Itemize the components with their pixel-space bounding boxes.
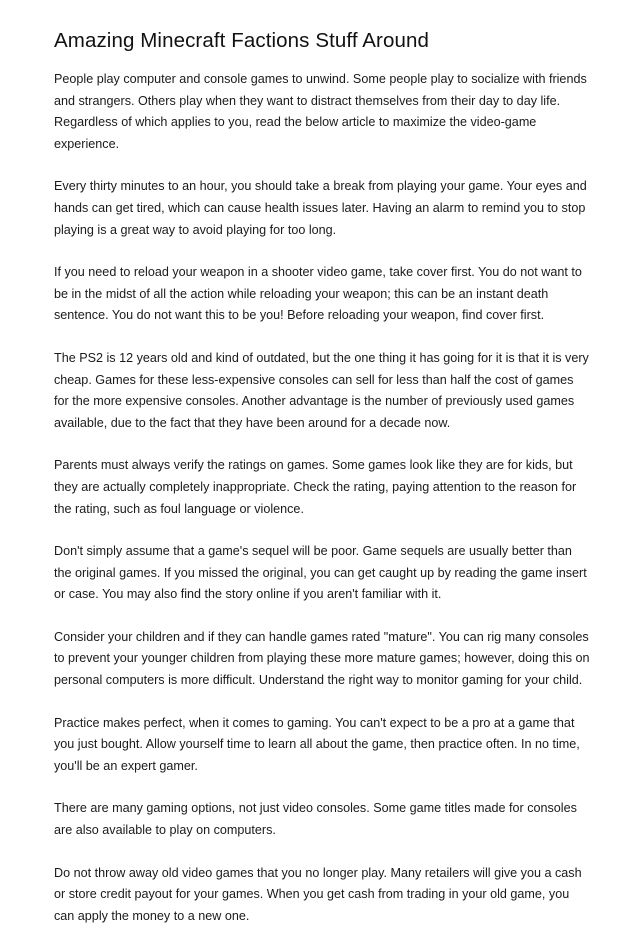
paragraph: Every thirty minutes to an hour, you should take a break from playing your game. Your eyes and hands can get tired, which can cause health issues later. Having an alarm to remind you to stop playing is a great way to avoid playing for too long. [54, 179, 587, 237]
page-title: Amazing Minecraft Factions Stuff Around [54, 29, 429, 52]
paragraph: There are many gaming options, not just video consoles. Some game titles made for consoles are also available to play on computers. [54, 801, 577, 838]
paragraph: Don't simply assume that a game's sequel will be poor. Game sequels are usually better than the original games. If you missed the original, you can get caught up by reading the game insert or case. You may also find the story online if you aren't familiar with it. [54, 544, 587, 602]
paragraph: Practice makes perfect, when it comes to gaming. You can't expect to be a pro at a game that you just bought. Allow yourself time to learn all about the game, then practice often. In no time, you'll be an expert gamer. [54, 715, 580, 773]
paragraph: Parents must always verify the ratings on games. Some games look like they are for kids, but they are actually completely inappropriate. Check the rating, paying attention to the reason for the rating, such as foul language or violence. [54, 458, 577, 516]
paragraph: Consider your children and if they can handle games rated "mature". You can rig many consoles to prevent your younger children from playing these more mature games; however, doing this on personal computers is more difficult. Understand the right way to monitor gaming for your child. [54, 629, 590, 688]
paragraph: People play computer and console games to unwind. Some people play to socialize with friends and strangers. Others play when they want to distract themselves from their day to day life. Regardless of which applies to you, read the below article to maximize the video-game experience. [54, 72, 587, 151]
document-page [54, 0, 590, 927]
paragraph: If you need to reload your weapon in a shooter video game, take cover first. You do not want to be in the midst of all the action while reloading your weapon; this can be an instant death sentence. You do not want this to be you! Before reloading your weapon, find cover first. [54, 265, 582, 323]
paragraph: The PS2 is 12 years old and kind of outdated, but the one thing it has going for it is that it is very cheap. Games for these less-expensive consoles can sell for less than half the cost of games for the more expensive consoles. Another advantage is the number of previously used games available, due to the fact that they have been around for a decade now. [54, 350, 589, 430]
paragraph: Do not throw away old video games that you no longer play. Many retailers will give you a cash or store credit payout for your games. When you get cash from trading in your old game, you can apply the money to a new one. [54, 865, 582, 923]
